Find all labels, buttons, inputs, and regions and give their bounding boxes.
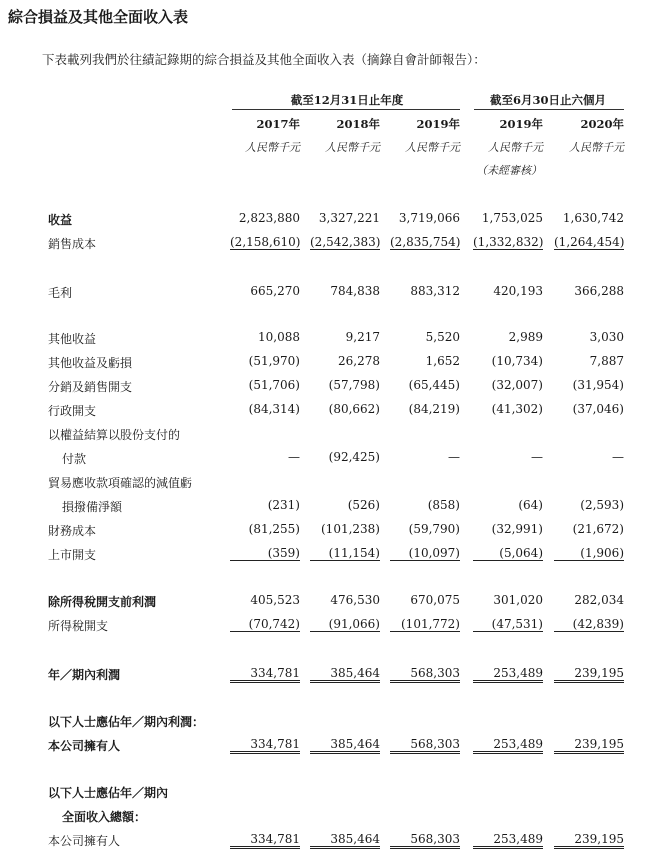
table-cell: 670,075 xyxy=(410,593,460,607)
table-cell: 420,193 xyxy=(493,284,543,298)
table-cell: (359) xyxy=(230,546,300,561)
table-cell: — xyxy=(531,450,543,464)
row-label: 毛利 xyxy=(48,286,73,300)
table-cell: — xyxy=(612,450,624,464)
row-label: 付款 xyxy=(62,452,87,466)
intro-text: 下表載列我們於往績記錄期的綜合損益及其他全面收入表（摘錄自會計師報告）： xyxy=(42,52,486,67)
table-cell: 568,303 xyxy=(390,666,460,683)
table-cell: (59,790) xyxy=(408,522,460,536)
table-cell: (101,238) xyxy=(321,522,380,536)
unit-header: 人民幣千元 xyxy=(325,141,380,154)
row-label: 收益 xyxy=(48,213,73,227)
row-label: 所得稅開支 xyxy=(48,619,109,633)
table-cell: 3,030 xyxy=(589,330,624,344)
table-cell: 334,781 xyxy=(230,737,300,754)
table-cell: (101,772) xyxy=(390,617,460,632)
table-cell: (1,906) xyxy=(554,546,624,561)
table-cell: (1,264,454) xyxy=(554,235,625,249)
table-cell: 334,781 xyxy=(230,666,300,683)
row-label: 除所得稅開支前利潤 xyxy=(48,595,157,609)
table-cell: (51,706) xyxy=(248,378,300,392)
table-cell: 366,288 xyxy=(574,284,624,298)
row-label: 上市開支 xyxy=(48,548,97,562)
table-cell: 2,989 xyxy=(508,330,543,344)
table-cell: (42,839) xyxy=(554,617,624,632)
table-cell: 405,523 xyxy=(250,593,300,607)
table-cell: 568,303 xyxy=(390,737,460,754)
annual-header-rule xyxy=(232,109,460,110)
year-header: 2018年 xyxy=(336,117,380,131)
table-cell: (5,064) xyxy=(473,546,543,561)
table-cell: (70,742) xyxy=(230,617,300,632)
table-cell: (858) xyxy=(427,498,460,512)
unaudited-note: （未經審核） xyxy=(476,164,542,177)
year-header: 2019年 xyxy=(416,117,460,131)
year-header: 2020年 xyxy=(580,117,624,131)
table-cell: 7,887 xyxy=(589,354,624,368)
table-cell: 334,781 xyxy=(230,832,300,849)
table-cell: 9,217 xyxy=(345,330,380,344)
table-cell: (57,798) xyxy=(328,378,380,392)
table-cell: 665,270 xyxy=(250,284,300,298)
row-label: 損撥備淨額 xyxy=(62,500,123,514)
table-cell: 3,327,221 xyxy=(318,211,380,225)
table-cell: 239,195 xyxy=(554,666,624,683)
row-label: 本公司擁有人 xyxy=(48,834,121,848)
row-label: 以下人士應佔年／期內利潤： xyxy=(48,715,205,729)
table-cell: 1,652 xyxy=(425,354,460,368)
table-cell: (32,007) xyxy=(491,378,543,392)
table-cell: 253,489 xyxy=(473,832,543,849)
table-cell: (2,593) xyxy=(580,498,624,512)
table-cell: (2,158,610) xyxy=(230,235,301,249)
year-header: 2019年 xyxy=(499,117,543,131)
row-label: 銷售成本 xyxy=(48,237,97,251)
table-cell: 5,520 xyxy=(425,330,460,344)
table-cell: (11,154) xyxy=(310,546,380,561)
table-cell: 253,489 xyxy=(473,666,543,683)
interim-header-rule xyxy=(474,109,624,110)
page-title: 綜合損益及其他全面收入表 xyxy=(8,8,189,26)
table-cell: (92,425) xyxy=(328,450,380,464)
unit-header: 人民幣千元 xyxy=(488,141,543,154)
table-cell: 253,489 xyxy=(473,737,543,754)
table-cell: (1,332,832) xyxy=(473,235,544,249)
table-cell: 239,195 xyxy=(554,737,624,754)
table-cell: (47,531) xyxy=(473,617,543,632)
table-cell: (41,302) xyxy=(491,402,543,416)
table-cell: (91,066) xyxy=(310,617,380,632)
table-cell: (37,046) xyxy=(572,402,624,416)
unit-header: 人民幣千元 xyxy=(569,141,624,154)
table-cell: — xyxy=(288,450,300,464)
table-cell: (31,954) xyxy=(572,378,624,392)
row-label: 其他收益及虧損 xyxy=(48,356,133,370)
table-cell: (84,314) xyxy=(248,402,300,416)
year-header: 2017年 xyxy=(256,117,300,131)
table-cell: (2,542,383) xyxy=(310,235,381,249)
table-cell: 385,464 xyxy=(310,832,380,849)
unit-header: 人民幣千元 xyxy=(405,141,460,154)
row-label: 全面收入總額： xyxy=(62,810,147,824)
row-label: 財務成本 xyxy=(48,524,97,538)
table-cell: (526) xyxy=(347,498,380,512)
table-cell: 3,719,066 xyxy=(398,211,460,225)
table-cell: (231) xyxy=(267,498,300,512)
table-cell: 1,630,742 xyxy=(562,211,624,225)
table-cell: 10,088 xyxy=(258,330,300,344)
table-cell: 385,464 xyxy=(310,737,380,754)
table-cell: (65,445) xyxy=(408,378,460,392)
table-cell: (64) xyxy=(518,498,543,512)
table-cell: 1,753,025 xyxy=(481,211,543,225)
table-cell: 282,034 xyxy=(574,593,624,607)
unit-header: 人民幣千元 xyxy=(245,141,300,154)
row-label: 以下人士應佔年／期內 xyxy=(48,786,169,800)
table-cell: 2,823,880 xyxy=(238,211,300,225)
table-cell: 784,838 xyxy=(330,284,380,298)
interim-period-header: 截至6月30日止六個月 xyxy=(489,93,606,107)
table-cell: (21,672) xyxy=(572,522,624,536)
row-label: 年／期內利潤 xyxy=(48,668,121,682)
table-cell: 385,464 xyxy=(310,666,380,683)
table-cell: 476,530 xyxy=(330,593,380,607)
annual-period-header: 截至12月31日止年度 xyxy=(290,93,404,107)
row-label: 行政開支 xyxy=(48,404,97,418)
row-label: 貿易應收款項確認的減值虧 xyxy=(48,476,193,490)
table-cell: (10,097) xyxy=(390,546,460,561)
table-cell: 239,195 xyxy=(554,832,624,849)
row-label: 分銷及銷售開支 xyxy=(48,380,133,394)
row-label: 以權益結算以股份支付的 xyxy=(48,428,181,442)
table-cell: (10,734) xyxy=(491,354,543,368)
table-cell: 883,312 xyxy=(410,284,460,298)
table-cell: (80,662) xyxy=(328,402,380,416)
table-cell: (51,970) xyxy=(248,354,300,368)
table-cell: 301,020 xyxy=(493,593,543,607)
table-cell: — xyxy=(448,450,460,464)
table-cell: (84,219) xyxy=(408,402,460,416)
table-cell: (32,991) xyxy=(491,522,543,536)
table-cell: (2,835,754) xyxy=(390,235,461,249)
table-cell: 568,303 xyxy=(390,832,460,849)
row-label: 本公司擁有人 xyxy=(48,739,121,753)
table-cell: (81,255) xyxy=(248,522,300,536)
table-cell: 26,278 xyxy=(338,354,380,368)
row-label: 其他收益 xyxy=(48,332,97,346)
